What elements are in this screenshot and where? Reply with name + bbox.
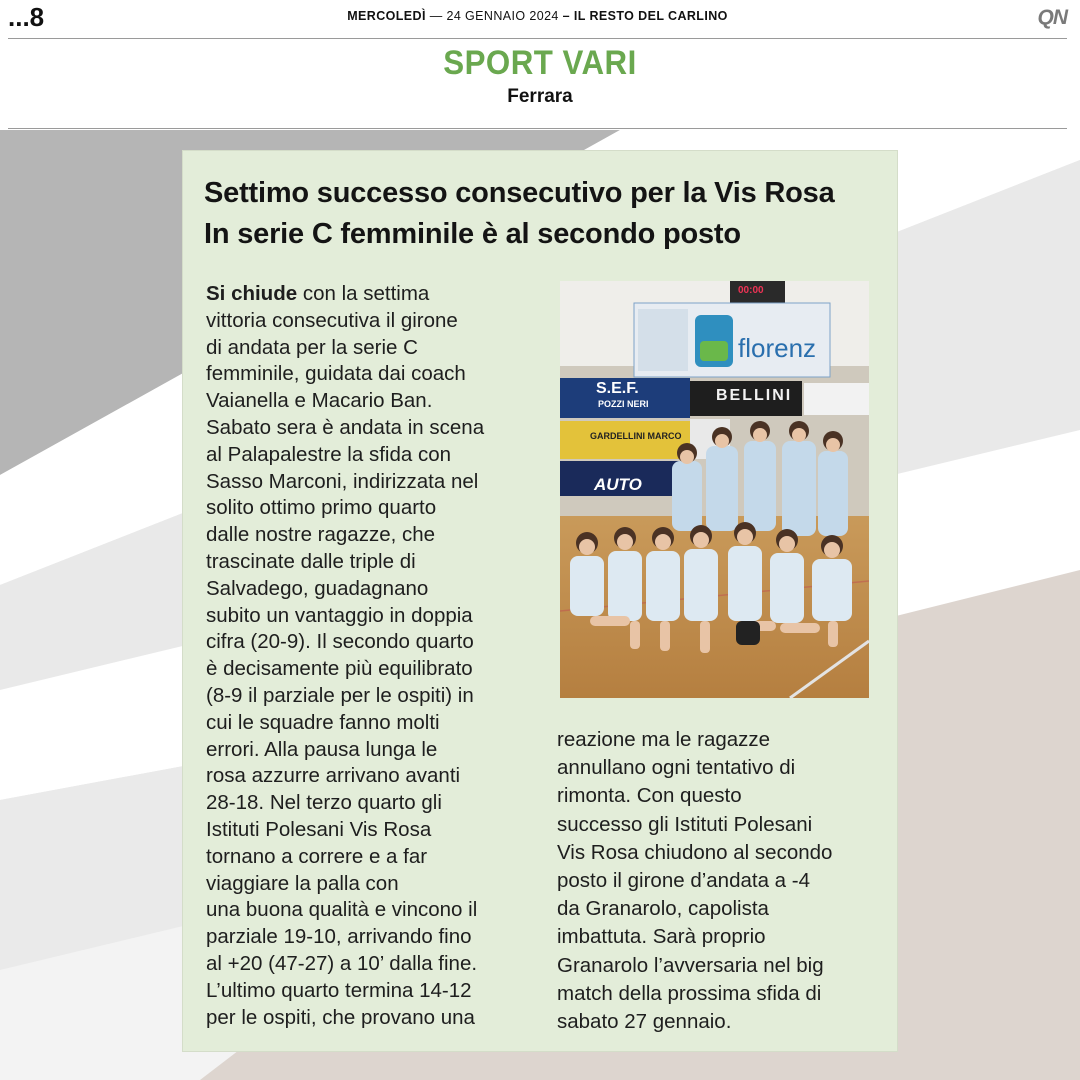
page-number: ...8: [8, 2, 45, 32]
body-line: femminile, guidata dai coach: [206, 362, 466, 386]
team-photo: [560, 281, 869, 698]
body-line: posto il girone d’andata a -4: [557, 869, 811, 893]
scoreboard-text: 00:00: [738, 285, 764, 296]
article-body-left: [206, 281, 526, 1031]
body-line: al Palapalestre la sfida con: [206, 442, 452, 466]
page-header: [8, 0, 1067, 39]
body-line: parziale 19-10, arrivando fino: [206, 925, 472, 949]
body-line: viaggiare la palla con: [206, 871, 399, 895]
body-line: vittoria consecutiva il girone: [206, 308, 458, 332]
section-city: Ferrara: [507, 86, 573, 107]
body-line: è decisamente più equilibrato: [206, 657, 473, 681]
lead-word: Si chiude: [206, 282, 298, 305]
banner-florenz: florenz: [738, 333, 817, 363]
article-card: [183, 151, 897, 1051]
body-line: una buona qualità e vincono il: [206, 898, 478, 922]
dateline: [8, 9, 1067, 23]
body-line: rosa azzurre arrivano avanti: [206, 764, 461, 788]
body-line: Sabato sera è andata in scena: [206, 415, 485, 439]
body-line: da Granarolo, capolista: [557, 897, 769, 921]
section-title: SPORT VARI: [443, 44, 637, 82]
banner-auto: AUTO: [594, 475, 642, 494]
body-line: al +20 (47-27) a 10’ dalla fine.: [206, 951, 478, 975]
body-line: match della prossima sfida di: [557, 981, 822, 1005]
body-line: annullano ogni tentativo di: [557, 756, 796, 780]
body-line: Sasso Marconi, indirizzata nel: [206, 469, 479, 493]
body-line: 28-18. Nel terzo quarto gli: [206, 791, 442, 815]
body-line: (8-9 il parziale per le ospiti) in: [206, 683, 474, 707]
date: 24 GENNAIO 2024: [446, 9, 559, 23]
body-line: rimonta. Con questo: [557, 784, 742, 808]
body-line: L’ultimo quarto termina 14-12: [206, 978, 472, 1002]
date-separator: —: [429, 9, 443, 23]
dash: –: [562, 9, 571, 23]
article-headline: [204, 173, 884, 255]
body-line: Granarolo l’avversaria nel big: [557, 953, 824, 977]
body-line: per le ospiti, che provano una: [206, 1005, 475, 1029]
body-line: imbattuta. Sarà proprio: [557, 925, 766, 949]
headline-line-2: In serie C femminile è al secondo posto: [204, 218, 741, 250]
body-line: dalle nostre ragazze, che: [206, 523, 436, 547]
body-line: reazione ma le ragazze: [557, 728, 771, 751]
body-line: Istituti Polesani Vis Rosa: [206, 817, 432, 841]
body-line: sabato 27 gennaio.: [557, 1010, 732, 1034]
body-line: Si chiude con la settima: [206, 282, 430, 305]
weekday: MERCOLEDÌ: [347, 9, 426, 23]
banner-pozzi: POZZI NERI: [598, 399, 649, 409]
body-line: cifra (20-9). Il secondo quarto: [206, 630, 474, 654]
body-line: trascinate dalle triple di: [206, 549, 416, 573]
body-line: subito un vantaggio in doppia: [206, 603, 473, 627]
body-line: tornano a correre e a far: [206, 844, 428, 868]
headline-line-1: Settimo successo consecutivo per la Vis Rosa: [204, 177, 835, 209]
body-line: errori. Alla pausa lunga le: [206, 737, 438, 761]
qn-logo: QN: [1037, 6, 1067, 29]
body-line: Salvadego, guadagnano: [206, 576, 429, 600]
body-line: solito ottimo primo quarto: [206, 496, 437, 520]
body-line: Vaianella e Macario Ban.: [206, 389, 433, 413]
body-line: successo gli Istituti Polesani: [557, 812, 813, 836]
header-divider: [8, 128, 1067, 129]
article-body-right: [557, 726, 887, 1036]
body-line: cui le squadre fanno molti: [206, 710, 440, 734]
banner-sef: S.E.F.: [596, 380, 639, 397]
banner-gardellini: GARDELLINI MARCO: [590, 431, 682, 441]
banner-bellini: BELLINI: [716, 387, 793, 404]
body-line: Vis Rosa chiudono al secondo: [557, 840, 833, 864]
body-line: di andata per la serie C: [206, 335, 418, 359]
newspaper-name: IL RESTO DEL CARLINO: [573, 9, 728, 23]
